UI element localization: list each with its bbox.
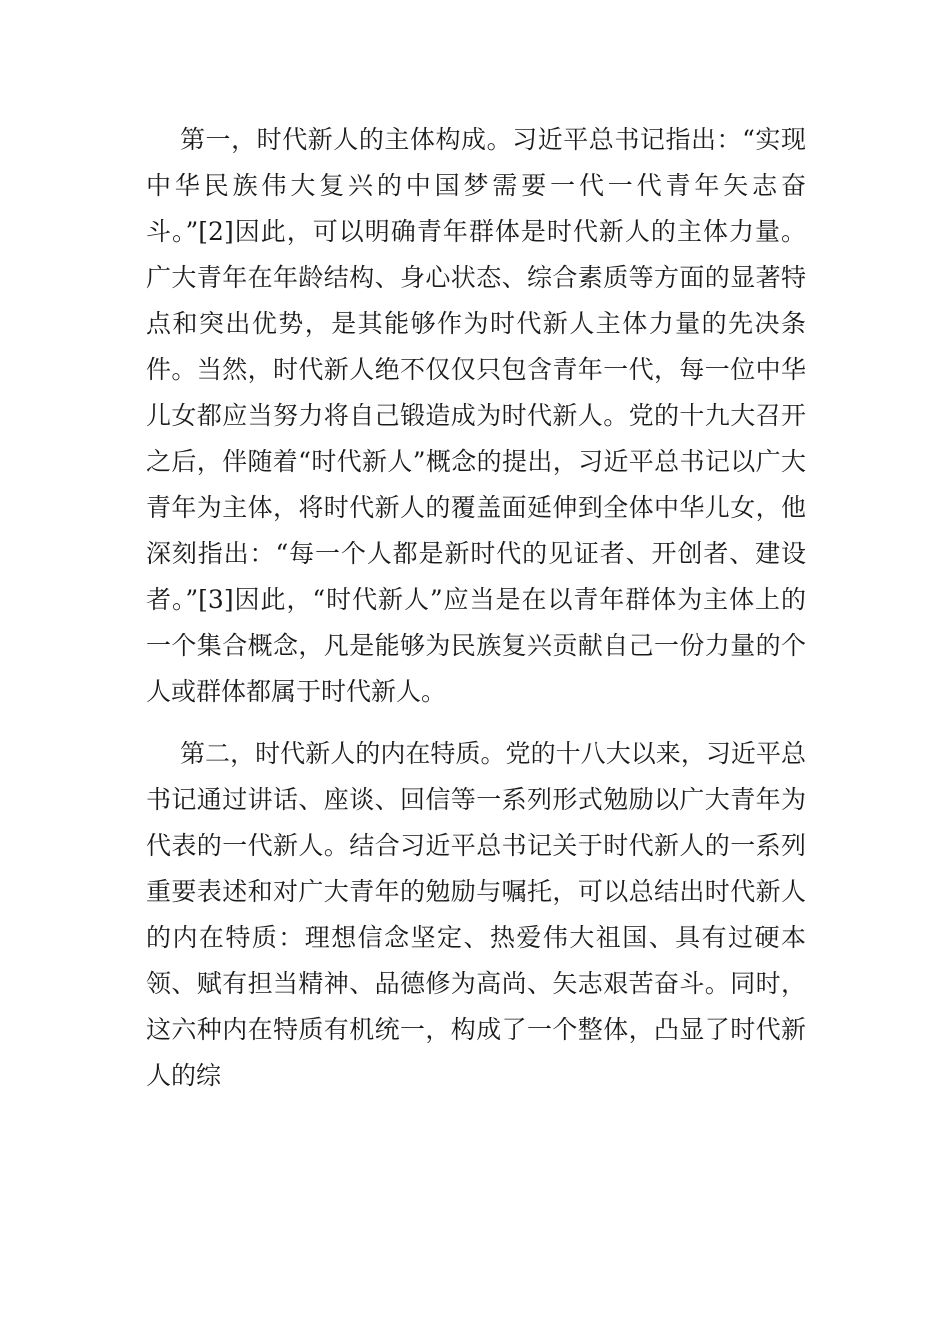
paragraph-1: 第一，时代新人的主体构成。习近平总书记指出：“实现中华民族伟大复兴的中国梦需要一代一代青年矢志奋斗。”[2]因此，可以明确青年群体是时代新人的主体力量。广大青年在年龄结构、身心状态、综合素质等方面的显著特点和突出优势，是其能够作为时代新人主体力量的先决条件。当然，时代新人绝不仅仅只包含青年一代，每一位中华儿女都应当努力将自己锻造成为时代新人。党的十九大召开之后，伴随着“时代新人”概念的提出，习近平总书记以广大青年为主体，将时代新人的覆盖面延伸到全体中华儿女，他深刻指出：“每一个人都是新时代的见证者、开创者、建设者。”[3]因此，“时代新人”应当是在以青年群体为主体上的一个集合概念，凡是能够为民族复兴贡献自己一份力量的个人或群体都属于时代新人。 — [146, 125, 806, 706]
document-page — [146, 117, 806, 1099]
paragraph-2: 第二，时代新人的内在特质。党的十八大以来，习近平总书记通过讲话、座谈、回信等一系列形式勉励以广大青年为代表的一代新人。结合习近平总书记关于时代新人的一系列重要表述和对广大青年的勉励与嘱托，可以总结出时代新人的内在特质：理想信念坚定、热爱伟大祖国、具有过硬本领、赋有担当精神、品德修为高尚、矢志艰苦奋斗。同时，这六种内在特质有机统一，构成了一个整体，凸显了时代新人的综 — [146, 739, 806, 1090]
